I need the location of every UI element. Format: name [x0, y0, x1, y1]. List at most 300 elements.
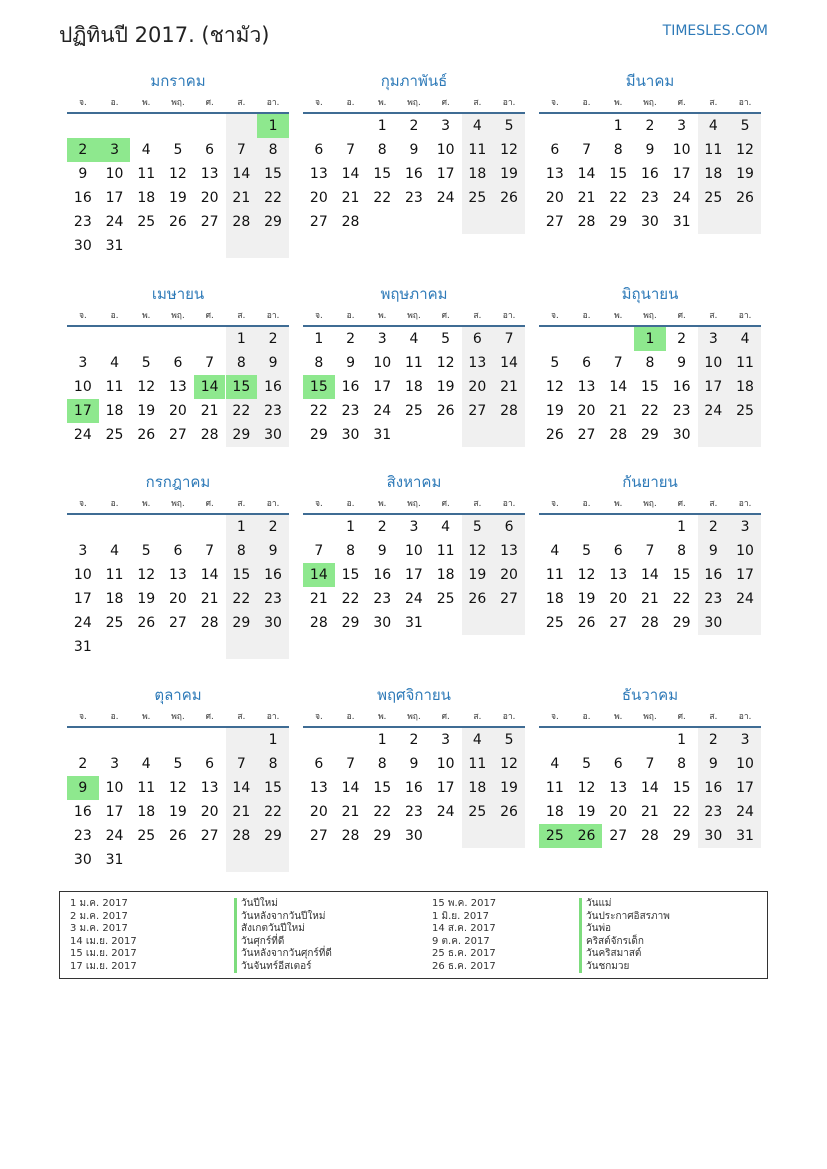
day-cell: 23	[704, 804, 723, 820]
day-cell: 12	[500, 756, 518, 772]
day-cell: 26	[577, 615, 596, 631]
holiday-day: 15	[226, 375, 258, 399]
day-cell: 11	[545, 567, 564, 583]
day-cell: 20	[200, 804, 219, 820]
day-cell: 19	[545, 403, 564, 419]
day-cell: 7	[346, 756, 355, 772]
day-cell: 13	[468, 355, 487, 371]
day-cell: 16	[672, 379, 691, 395]
day-cell: 18	[545, 804, 564, 820]
day-cell: 8	[613, 142, 623, 158]
weekday-label: อา.	[502, 712, 516, 722]
day-cell: 4	[141, 756, 151, 772]
day-cell: 11	[468, 142, 487, 158]
weekday-label: จ.	[79, 98, 87, 108]
day-cell: 1	[677, 519, 687, 535]
day-cell: 14	[641, 780, 659, 796]
day-cell: 4	[740, 331, 750, 347]
day-cell: 8	[645, 355, 655, 371]
day-cell: 22	[609, 190, 628, 206]
weekday-label: พฤ.	[407, 712, 421, 722]
month-2	[303, 72, 525, 262]
holiday-legend	[59, 891, 768, 979]
day-cell: 1	[377, 732, 387, 748]
day-cell: 2	[268, 331, 278, 347]
day-cell: 11	[137, 780, 156, 796]
day-cell: 16	[405, 166, 423, 182]
day-cell: 29	[641, 427, 659, 443]
day-cell: 31	[373, 427, 392, 443]
day-cell: 21	[309, 591, 328, 607]
day-cell: 9	[409, 756, 419, 772]
day-grid	[67, 728, 289, 872]
day-cell: 8	[346, 543, 355, 559]
day-cell: 12	[169, 166, 187, 182]
weekday-label: จ.	[551, 499, 559, 509]
weekday-label: ส.	[709, 499, 718, 509]
day-cell: 20	[309, 804, 328, 820]
weekday-header	[303, 710, 525, 724]
day-cell: 6	[173, 355, 183, 371]
weekday-label: อ.	[582, 98, 591, 108]
day-cell: 30	[405, 828, 423, 844]
day-cell: 31	[736, 828, 754, 844]
day-cell: 21	[200, 591, 219, 607]
weekday-label: ส.	[473, 98, 482, 108]
day-cell: 3	[740, 519, 750, 535]
day-cell: 27	[169, 427, 187, 443]
day-cell: 6	[582, 355, 591, 371]
day-cell: 30	[264, 427, 282, 443]
day-cell: 15	[373, 780, 392, 796]
day-cell: 10	[736, 756, 754, 772]
day-cell: 11	[736, 355, 754, 371]
day-cell: 25	[468, 190, 487, 206]
weekday-label: อ.	[582, 712, 591, 722]
weekday-header	[303, 309, 525, 323]
day-cell: 21	[641, 591, 659, 607]
day-cell: 1	[236, 331, 246, 347]
day-cell: 16	[704, 780, 723, 796]
day-cell: 18	[704, 166, 723, 182]
day-cell: 2	[409, 118, 419, 134]
day-cell: 2	[677, 331, 687, 347]
month-3	[539, 72, 761, 262]
day-cell: 4	[141, 142, 151, 158]
day-cell: 6	[205, 142, 215, 158]
day-cell: 3	[377, 331, 387, 347]
month-11	[303, 686, 525, 876]
day-cell: 29	[264, 214, 282, 230]
legend-names-col2	[579, 898, 670, 973]
day-cell: 2	[708, 519, 718, 535]
legend-holiday-name: วันศุกร์ที่ดี	[234, 936, 332, 949]
day-cell: 27	[200, 828, 219, 844]
day-cell: 20	[609, 591, 628, 607]
weekday-label: ส.	[709, 98, 718, 108]
day-cell: 28	[341, 828, 360, 844]
brand-link[interactable]: TIMESLES.COM	[662, 23, 768, 39]
day-cell: 8	[314, 355, 324, 371]
day-cell: 30	[73, 238, 92, 254]
day-cell: 1	[314, 331, 324, 347]
weekday-label: ศ.	[441, 499, 450, 509]
day-cell: 1	[268, 732, 278, 748]
day-cell: 25	[105, 427, 124, 443]
day-cell: 27	[609, 615, 628, 631]
day-cell: 12	[468, 543, 487, 559]
day-cell: 28	[232, 214, 251, 230]
legend-date: 26 ธ.ค. 2017	[432, 960, 496, 972]
day-cell: 14	[232, 780, 251, 796]
month-7	[67, 473, 289, 663]
day-cell: 24	[405, 591, 423, 607]
day-cell: 17	[436, 166, 455, 182]
day-cell: 16	[641, 166, 659, 182]
day-cell: 22	[232, 591, 251, 607]
day-cell: 19	[169, 190, 187, 206]
day-cell: 18	[405, 379, 423, 395]
day-cell: 3	[740, 732, 750, 748]
month-12	[539, 686, 761, 876]
day-cell: 10	[73, 379, 92, 395]
weekday-label: พ.	[378, 311, 387, 321]
holiday-day: 9	[67, 776, 99, 800]
day-cell: 31	[405, 615, 423, 631]
legend-holiday-name: วันพ่อ	[579, 923, 670, 936]
month-name: เมษายน	[151, 285, 205, 303]
weekday-header	[67, 497, 289, 511]
day-cell: 17	[736, 780, 754, 796]
day-cell: 4	[409, 331, 419, 347]
day-cell: 18	[137, 804, 156, 820]
day-cell: 19	[137, 591, 156, 607]
day-cell: 21	[577, 190, 596, 206]
day-cell: 8	[268, 142, 278, 158]
day-cell: 24	[73, 615, 92, 631]
weekday-label: ส.	[709, 311, 718, 321]
day-cell: 10	[73, 567, 92, 583]
weekday-label: ศ.	[441, 98, 450, 108]
weekday-label: จ.	[315, 712, 323, 722]
day-cell: 2	[78, 756, 88, 772]
day-cell: 27	[500, 591, 518, 607]
day-cell: 2	[268, 519, 278, 535]
day-cell: 25	[137, 214, 156, 230]
day-cell: 12	[137, 379, 156, 395]
day-cell: 17	[436, 780, 455, 796]
day-cell: 21	[641, 804, 659, 820]
weekday-label: อา.	[502, 311, 516, 321]
day-cell: 19	[577, 804, 596, 820]
legend-date: 25 ธ.ค. 2017	[432, 948, 496, 959]
day-cell: 10	[373, 355, 392, 371]
day-cell: 15	[264, 780, 282, 796]
day-cell: 20	[577, 403, 596, 419]
month-10	[67, 686, 289, 876]
day-cell: 11	[545, 780, 564, 796]
weekday-label: จ.	[315, 499, 323, 509]
weekday-label: อ.	[110, 712, 119, 722]
day-cell: 12	[137, 567, 156, 583]
weekday-label: ส.	[473, 311, 482, 321]
day-cell: 22	[264, 804, 282, 820]
day-cell: 12	[500, 142, 518, 158]
day-cell: 4	[550, 543, 560, 559]
day-cell: 18	[736, 379, 754, 395]
day-cell: 8	[377, 142, 387, 158]
day-cell: 12	[736, 142, 754, 158]
day-cell: 26	[545, 427, 564, 443]
weekday-label: จ.	[79, 311, 87, 321]
day-cell: 23	[704, 591, 723, 607]
day-cell: 11	[704, 142, 723, 158]
weekday-label: อ.	[346, 98, 355, 108]
legend-date: 1 มิ.ย. 2017	[432, 910, 489, 922]
day-cell: 25	[736, 403, 754, 419]
day-grid	[539, 114, 761, 258]
day-cell: 23	[264, 591, 282, 607]
day-cell: 19	[500, 166, 518, 182]
day-cell: 17	[672, 166, 691, 182]
day-cell: 7	[645, 756, 655, 772]
month-name: มิถุนายน	[621, 285, 679, 303]
day-cell: 13	[169, 379, 187, 395]
day-cell: 26	[500, 804, 518, 820]
day-cell: 9	[268, 355, 278, 371]
day-cell: 8	[236, 543, 246, 559]
day-cell: 21	[200, 403, 219, 419]
day-cell: 30	[373, 615, 392, 631]
weekday-label: จ.	[79, 712, 87, 722]
day-cell: 7	[645, 543, 655, 559]
legend-holiday-name: คริสต์จักรเด็ก	[579, 936, 670, 949]
day-cell: 1	[677, 732, 687, 748]
day-cell: 26	[500, 190, 518, 206]
holiday-day: 1	[257, 114, 289, 138]
weekday-label: ส.	[473, 499, 482, 509]
weekday-label: พ.	[142, 98, 151, 108]
day-cell: 10	[105, 780, 124, 796]
day-cell: 25	[545, 615, 564, 631]
day-cell: 21	[232, 190, 251, 206]
day-cell: 4	[472, 732, 482, 748]
day-cell: 4	[708, 118, 718, 134]
day-cell: 14	[577, 166, 596, 182]
day-cell: 30	[704, 828, 723, 844]
day-grid	[303, 114, 525, 258]
day-cell: 16	[73, 190, 92, 206]
day-cell: 5	[582, 756, 591, 772]
day-cell: 13	[545, 166, 564, 182]
day-cell: 9	[677, 355, 687, 371]
holiday-day: 2	[67, 138, 99, 162]
month-8	[303, 473, 525, 663]
day-cell: 7	[613, 355, 623, 371]
legend-date: 15 พ.ค. 2017	[432, 898, 497, 909]
day-cell: 13	[200, 166, 219, 182]
weekday-label: อ.	[346, 712, 355, 722]
weekday-label: พฤ.	[171, 499, 185, 509]
day-cell: 8	[677, 756, 687, 772]
weekday-label: จ.	[79, 499, 87, 509]
day-cell: 28	[609, 427, 628, 443]
legend-date: 1 ม.ค. 2017	[70, 898, 128, 909]
holiday-day: 1	[634, 327, 666, 351]
day-cell: 17	[73, 591, 92, 607]
day-cell: 28	[500, 403, 518, 419]
day-cell: 13	[200, 780, 219, 796]
day-cell: 28	[232, 828, 251, 844]
day-cell: 23	[405, 804, 423, 820]
weekday-label: จ.	[551, 98, 559, 108]
weekday-label: พ.	[378, 712, 387, 722]
day-cell: 16	[704, 567, 723, 583]
day-cell: 25	[105, 615, 124, 631]
day-cell: 10	[105, 166, 124, 182]
day-cell: 10	[736, 543, 754, 559]
day-cell: 15	[264, 166, 282, 182]
day-cell: 9	[645, 142, 655, 158]
legend-holiday-name: วันคริสมาสต์	[579, 948, 670, 961]
day-cell: 22	[373, 804, 392, 820]
day-cell: 30	[704, 615, 723, 631]
day-cell: 22	[641, 403, 659, 419]
weekday-label: จ.	[551, 712, 559, 722]
day-cell: 18	[105, 591, 124, 607]
day-cell: 27	[309, 214, 328, 230]
day-cell: 4	[110, 543, 119, 559]
day-grid	[303, 515, 525, 659]
day-cell: 2	[409, 732, 419, 748]
day-cell: 17	[405, 567, 423, 583]
day-cell: 19	[577, 591, 596, 607]
weekday-header	[303, 497, 525, 511]
day-cell: 17	[373, 379, 392, 395]
day-cell: 28	[641, 828, 659, 844]
day-cell: 29	[609, 214, 628, 230]
day-cell: 10	[704, 355, 723, 371]
day-cell: 8	[677, 543, 687, 559]
day-cell: 25	[704, 190, 723, 206]
day-cell: 27	[309, 828, 328, 844]
weekday-label: อ.	[346, 499, 355, 509]
day-cell: 20	[309, 190, 328, 206]
day-cell: 21	[341, 804, 360, 820]
day-cell: 7	[582, 142, 591, 158]
month-name: สิงหาคม	[386, 473, 442, 491]
day-cell: 27	[468, 403, 487, 419]
day-cell: 29	[341, 615, 360, 631]
day-cell: 21	[500, 379, 518, 395]
day-cell: 18	[137, 190, 156, 206]
legend-date: 17 เม.ย. 2017	[70, 960, 137, 972]
day-cell: 11	[137, 166, 156, 182]
legend-date: 9 ต.ค. 2017	[432, 935, 490, 947]
weekday-label: ศ.	[205, 499, 214, 509]
weekday-label: พ.	[614, 499, 623, 509]
day-cell: 3	[78, 355, 88, 371]
day-cell: 15	[609, 166, 628, 182]
day-cell: 3	[409, 519, 419, 535]
weekday-label: ศ.	[205, 98, 214, 108]
day-cell: 3	[441, 732, 451, 748]
weekday-label: ส.	[237, 311, 246, 321]
day-cell: 26	[169, 214, 187, 230]
legend-date: 2 ม.ค. 2017	[70, 910, 128, 922]
day-cell: 29	[672, 615, 691, 631]
legend-names-col1	[234, 898, 332, 973]
day-cell: 11	[105, 379, 124, 395]
day-cell: 6	[314, 142, 324, 158]
day-cell: 9	[377, 543, 387, 559]
weekday-label: อ.	[582, 311, 591, 321]
day-cell: 28	[641, 615, 659, 631]
day-cell: 26	[169, 828, 187, 844]
day-cell: 6	[314, 756, 324, 772]
page-title: ปฏิทินปี 2017. (ชามัว)	[59, 23, 270, 47]
day-cell: 19	[736, 166, 754, 182]
weekday-label: ศ.	[677, 311, 686, 321]
day-cell: 7	[205, 543, 215, 559]
day-cell: 6	[205, 756, 215, 772]
day-cell: 23	[73, 214, 92, 230]
day-cell: 31	[73, 639, 92, 655]
weekday-label: พฤ.	[643, 311, 657, 321]
day-cell: 5	[550, 355, 560, 371]
holiday-day: 17	[67, 399, 99, 423]
weekday-label: พ.	[142, 311, 151, 321]
day-cell: 22	[373, 190, 392, 206]
day-cell: 20	[169, 403, 187, 419]
day-cell: 5	[582, 543, 591, 559]
legend-holiday-name: สังเกตวันปีใหม่	[234, 923, 332, 936]
day-cell: 2	[346, 331, 355, 347]
day-cell: 26	[436, 403, 455, 419]
weekday-header	[539, 309, 761, 323]
legend-holiday-name: วันหลังจากวันปีใหม่	[234, 911, 332, 924]
holiday-day: 26	[571, 824, 603, 848]
weekday-label: อา.	[738, 311, 752, 321]
day-cell: 13	[500, 543, 518, 559]
day-cell: 5	[141, 543, 151, 559]
month-1	[67, 72, 289, 262]
day-cell: 24	[736, 804, 754, 820]
month-5	[303, 285, 525, 475]
weekday-header	[539, 497, 761, 511]
day-cell: 22	[264, 190, 282, 206]
day-cell: 10	[405, 543, 423, 559]
day-cell: 12	[436, 355, 455, 371]
day-cell: 1	[613, 118, 623, 134]
day-cell: 14	[641, 567, 659, 583]
day-cell: 10	[436, 142, 455, 158]
day-cell: 19	[500, 780, 518, 796]
month-name: ตุลาคม	[154, 686, 202, 704]
day-cell: 21	[232, 804, 251, 820]
day-cell: 5	[472, 519, 482, 535]
day-cell: 15	[373, 166, 392, 182]
day-cell: 9	[346, 355, 355, 371]
day-cell: 26	[468, 591, 487, 607]
legend-holiday-name: วันประกาศอิสรภาพ	[579, 911, 670, 924]
day-cell: 6	[173, 543, 183, 559]
weekday-header	[67, 96, 289, 110]
day-cell: 27	[609, 828, 628, 844]
day-cell: 2	[708, 732, 718, 748]
day-cell: 23	[405, 190, 423, 206]
weekday-label: ส.	[237, 98, 246, 108]
